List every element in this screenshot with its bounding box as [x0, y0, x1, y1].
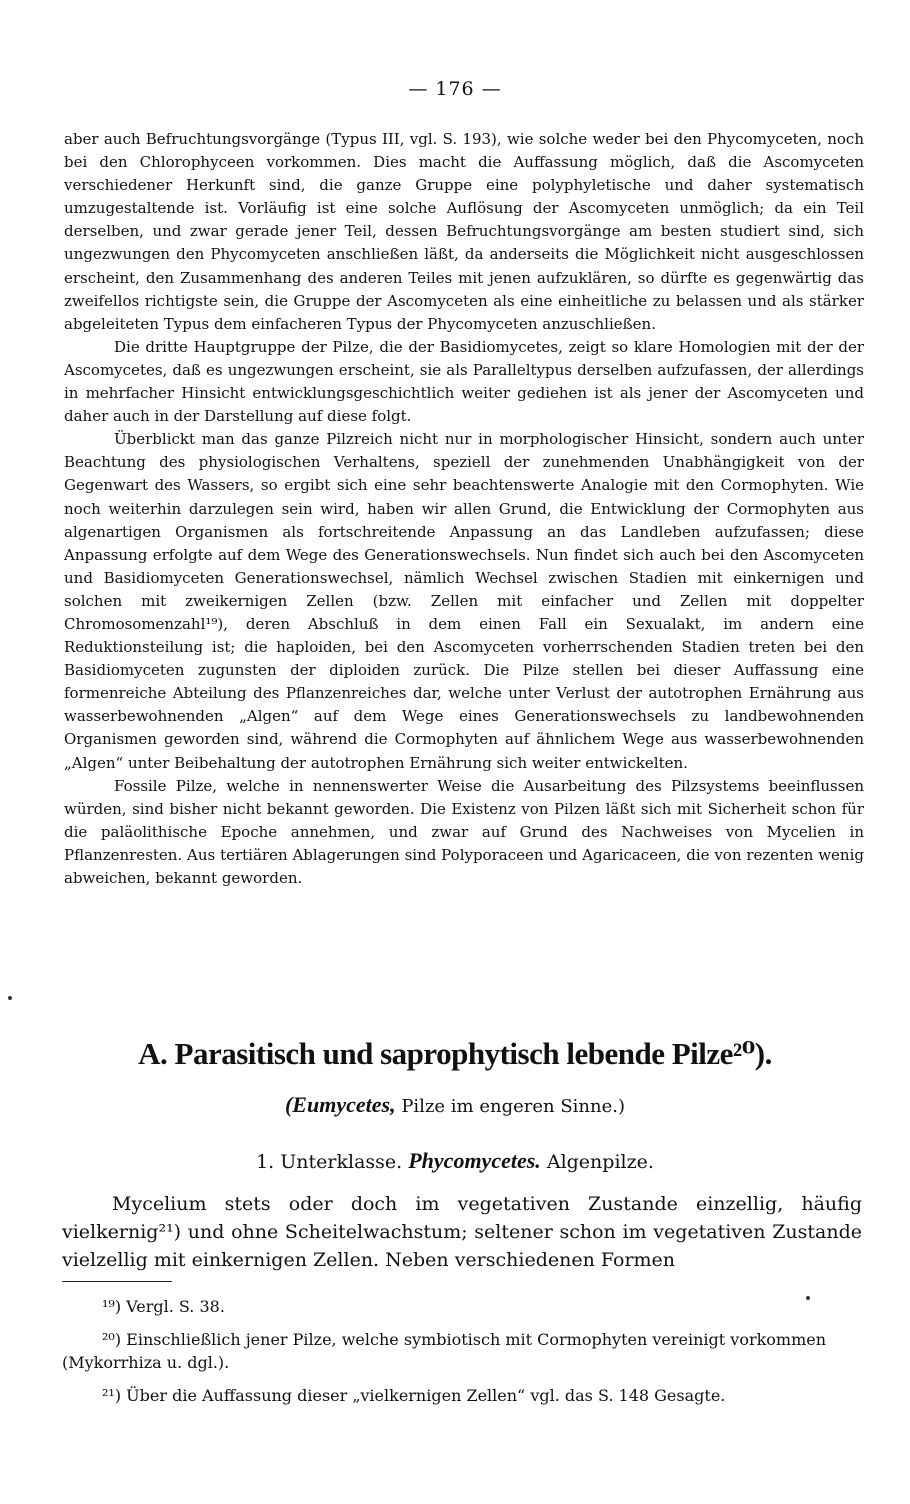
- paragraph-3: Überblickt man das ganze Pilzreich nicht nur in morphologischer Hinsicht, sondern auch unter Beachtung des physiologischen Verhaltens, speziell der zunehmenden Unabhängigkeit von der Gegenwart des Wassers, so ergibt sich eine sehr beachtenswerte Analogie mit den Cormophyten. Wie noch weiterhin darzulegen sein wird, haben wir allen Grund, die Entwicklung der Cormophyten aus algenartigen Organismen als fortschreitende Anpassung an das Landleben aufzufassen; diese Anpassung erfolgte auf dem Wege des Generationswechsels. Nun findet sich auch bei den Ascomyceten und Basidiomyceten Generationswechsel, nämlich Wechsel zwischen Stadien mit einkernigen und solchen mit zweikernigen Zellen (bzw. Zellen mit einfacher und Zellen mit doppelter Chromosomenzahl¹⁹), deren Abschluß in dem einen Fall ein Sexualakt, im andern eine Reduktionsteilung ist; die haploiden, bei den Ascomyceten vorherrschenden Stadien treten bei den Basidiomyceten zugunsten der diploiden zurück. Die Pilze stellen bei dieser Auffassung eine formenreiche Abteilung des Pflanzenreiches dar, welche unter Verlust der autotrophen Ernährung aus wasserbewohnenden „Algen“ auf dem Wege eines Generationswechsels zu landbewohnenden Organismen geworden sind, während die Cormophyten auf ähnlichem Wege aus wasserbewohnenden „Algen“ unter Beibehaltung der autotrophen Ernährung sich weiter entwickelten.: [64, 430, 864, 772]
- section-subheading-latin: (Eumycetes,: [284, 1092, 396, 1117]
- main-text: [64, 128, 864, 890]
- subclass-common-name: Algenpilze.: [546, 1151, 654, 1173]
- footnote-20: ²⁰) Einschließlich jener Pilze, welche symbiotisch mit Cormophyten vereinigt vorkommen (Mykorrhiza u. dgl.).: [62, 1330, 827, 1372]
- footnote-21: ²¹) Über die Auffassung dieser „vielkernigen Zellen“ vgl. das S. 148 Gesagte.: [102, 1386, 726, 1405]
- footnote-divider: [62, 1281, 172, 1282]
- page-number: — 176 —: [408, 78, 502, 100]
- subclass-heading: [0, 1148, 910, 1174]
- scan-speck: [8, 996, 12, 1000]
- paragraph-1: aber auch Befruchtungsvorgänge (Typus III, vgl. S. 193), wie solche weder bei den Phycomyceten, noch bei den Chlorophyceen vorkommen. Dies macht die Auffassung möglich, daß die Ascomyceten verschiedener Herkunft sind, die ganze Gruppe eine polyphyletische und daher systematisch umzugestaltende ist. Vorläufig ist eine solche Auflösung der Ascomyceten unmöglich; da ein Teil derselben, und zwar gerade jener Teil, dessen Befruchtungsvorgänge am besten studiert sind, sich ungezwungen den Phycomyceten anschließen läßt, da anderseits die Möglichkeit nicht ausgeschlossen erscheint, den Zusammenhang des anderen Teiles mit jenen aufzuklären, so dürfte es gegenwärtig das zweifellos richtigste sein, die Gruppe der Ascomyceten als eine einheitliche zu belassen und als stärker abgeleiteten Typus dem einfacheren Typus der Phycomyceten anzuschließen.: [64, 130, 864, 333]
- subclass-prefix: 1. Unterklasse.: [256, 1151, 403, 1173]
- scan-speck: [806, 1296, 810, 1300]
- paragraph-2: Die dritte Hauptgruppe der Pilze, die der Basidiomycetes, zeigt so klare Homologien mit der der Ascomycetes, daß es ungezwungen erscheint, sie als Paralleltypus derselben aufzufassen, der allerdings in mehrfacher Hinsicht entwicklungsgeschichtlich weiter gediehen ist als jener der Ascomyceten und daher auch in der Darstellung auf diese folgt.: [64, 337, 864, 426]
- subclass-name: Phycomycetes.: [408, 1148, 541, 1173]
- section-subheading-german: Pilze im engeren Sinne.): [401, 1096, 626, 1117]
- section-heading: A. Parasitisch und saprophytisch lebende Pilze²⁰).: [138, 1036, 772, 1071]
- subclass-paragraph: Mycelium stets oder doch im vegetativen Zustande einzellig, häufig vielkernig²¹) und ohne Scheitelwachstum; seltener schon im vegetativen Zustande vielzellig mit einkernigen Zellen. Neben verschiedenen Formen: [62, 1193, 862, 1271]
- footnote-19: ¹⁹) Vergl. S. 38.: [102, 1297, 225, 1316]
- footnotes: [62, 1295, 862, 1417]
- section-subheading: [0, 1092, 910, 1118]
- paragraph-4: Fossile Pilze, welche in nennenswerter Weise die Ausarbeitung des Pilzsystems beeinflussen würden, sind bisher nicht bekannt geworden. Die Existenz von Pilzen läßt sich mit Sicherheit schon für die paläolithische Epoche annehmen, und zwar auf Grund des Nachweises von Mycelien in Pflanzenresten. Aus tertiären Ablagerungen sind Polyporaceen und Agaricaceen, die von rezenten wenig abweichen, bekannt geworden.: [64, 776, 864, 887]
- subclass-description: [62, 1190, 862, 1274]
